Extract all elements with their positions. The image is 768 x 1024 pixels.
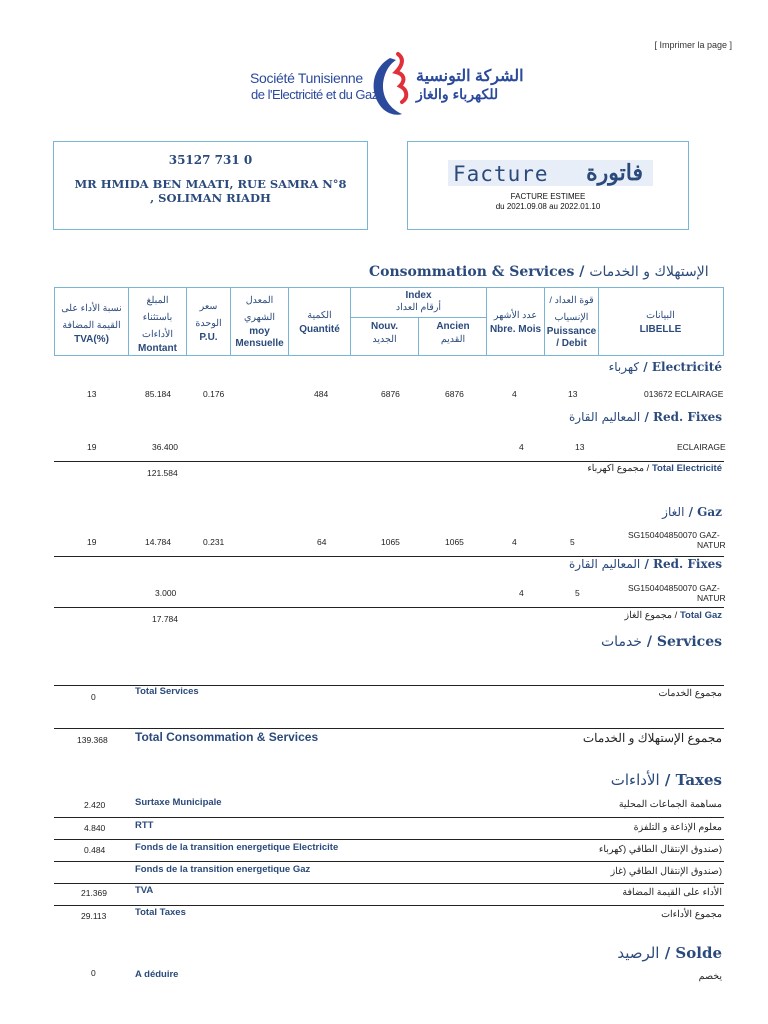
cell-puissance: 13 [575, 442, 585, 452]
th-nouv-ar: الجديد [372, 334, 397, 345]
services-heading: خدمات / Services [601, 634, 722, 650]
print-link[interactable] [654, 40, 732, 50]
solde-heading: الرصيد / Solde [617, 944, 722, 962]
tax-amount: 21.369 [81, 888, 107, 898]
gaz-fixes-heading: المعاليم القارة / Red. Fixes [569, 557, 722, 571]
tax-label-ar: مجموع الأداءات [661, 909, 722, 920]
tax-label-ar: (صندوق الإنتقال الطاقي (غاز [610, 866, 722, 877]
taxes-heading: الأداءات / Taxes [610, 771, 722, 789]
deduire-label: A déduire [135, 969, 179, 980]
cell-ancien: 6876 [445, 389, 464, 399]
facture-subtitle: FACTURE ESTIMEE [510, 192, 586, 201]
logo-text-fr-line1: Société Tunisienne [250, 70, 363, 86]
cell-libelle: ECLAIRAGE [677, 442, 726, 452]
divider [54, 839, 724, 840]
print-link-open: [ [654, 40, 660, 50]
cell-montant: 14.784 [145, 537, 171, 547]
conso-heading-sep: / [574, 264, 590, 280]
cell-quantite: 64 [317, 537, 327, 547]
divider [54, 461, 724, 462]
cell-tva: 13 [87, 389, 97, 399]
divider [54, 817, 724, 818]
th-puissance: قوة العداد / الإنسياب Puissance / Debit [545, 288, 599, 355]
cell-ancien: 1065 [445, 537, 464, 547]
print-link-label[interactable]: Imprimer la page [659, 40, 727, 50]
th-moy: المعدل الشهري moy Mensuelle [231, 288, 289, 355]
services-total-label-ar: مجموع الخدمات [658, 688, 722, 699]
cell-libelle-1: SG150404850070 GAZ- [628, 583, 720, 593]
cell-pu: 0.231 [203, 537, 225, 547]
th-nbre: عدد الأشهر Nbre. Mois [487, 288, 545, 355]
cell-tva: 19 [87, 442, 97, 452]
tax-label: Fonds de la transition energetique Gaz [135, 864, 311, 875]
cell-puissance: 13 [568, 389, 578, 399]
cell-nbre: 4 [519, 588, 524, 598]
cell-nbre: 4 [512, 389, 517, 399]
services-total-amount: 0 [91, 692, 96, 702]
electricite-fixes-heading: المعاليم القارة / Red. Fixes [569, 410, 722, 424]
cell-libelle-1: SG150404850070 GAZ- [628, 530, 720, 540]
electricite-total-label: مجموع اكهرباء / Total Electricité [587, 463, 722, 474]
tax-amount: 29.113 [81, 911, 107, 921]
deduire-label-ar: يخصم [698, 971, 722, 982]
th-nouv-fr: Nouv. [370, 321, 399, 332]
th-tva: نسبة الأداء على القيمة المضافة TVA(%) [55, 288, 129, 355]
divider [54, 883, 724, 884]
total-conso-label-ar: مجموع الإستهلاك و الخدمات [582, 731, 722, 745]
tax-amount: 2.420 [84, 800, 106, 810]
th-quantite: الكمية Quantité [289, 288, 351, 355]
client-id: 35127 731 0 [168, 153, 253, 167]
th-ancien-ar: القديم [440, 334, 466, 345]
tax-amount: 0.484 [84, 845, 106, 855]
services-total-label: Total Services [135, 686, 199, 697]
tax-label-ar: الأداء على القيمة المضافة [622, 887, 722, 898]
client-box [53, 141, 368, 230]
table-header [54, 287, 724, 356]
th-montant: المبلغ باستثناء الأداءات Montant [129, 288, 187, 355]
cell-puissance: 5 [575, 588, 580, 598]
cell-libelle: 013672 ECLAIRAGE [644, 389, 724, 399]
print-link-close: ] [726, 40, 732, 50]
th-libelle: البيانات LIBELLE [639, 310, 682, 335]
divider [54, 861, 724, 862]
conso-heading [369, 264, 709, 280]
cell-nouv: 1065 [381, 537, 400, 547]
cell-pu: 0.176 [203, 389, 225, 399]
logo-text-ar-line2: للكهرباء والغاز [416, 86, 499, 102]
divider [54, 728, 724, 729]
facture-box [407, 141, 689, 230]
conso-heading-fr: Consommation & Services [369, 264, 575, 280]
cell-libelle-2: NATUR [697, 540, 726, 550]
total-conso-label: Total Consommation & Services [135, 730, 319, 744]
cell-montant: 36.400 [152, 442, 178, 452]
cell-libelle-2: NATUR [697, 593, 726, 603]
tax-label-ar: (صندوق الإنتقال الطاقي (كهرباء [598, 844, 722, 855]
tax-label-ar: معلوم الإذاعة و التلفزة [633, 822, 722, 833]
total-conso-amount: 139.368 [77, 735, 108, 745]
th-index: Index أرقام العداد Nouv. الجديد Ancien القديم [351, 288, 487, 355]
cell-nbre: 4 [519, 442, 524, 452]
logo-text-fr-line2: de l'Electricité et du Gaz [251, 87, 378, 102]
gaz-total-amount: 17.784 [152, 614, 178, 624]
logo-text-ar-line1: الشركة التونسية [416, 68, 524, 85]
cell-montant: 3.000 [155, 588, 177, 598]
tax-label: Surtaxe Municipale [135, 797, 222, 808]
divider [54, 905, 724, 906]
th-pu: سعر الوحدة P.U. [187, 288, 231, 355]
deduire-amount: 0 [91, 968, 96, 978]
client-name: MR HMIDA BEN MAATI, RUE SAMRA N°8 , SOLIMAN RIADH [74, 177, 347, 205]
facture-period: du 2021.09.08 au 2022.01.10 [495, 202, 601, 211]
tax-label-ar: مساهمة الجماعات المحلية [618, 799, 722, 810]
cell-nouv: 6876 [381, 389, 400, 399]
cell-puissance: 5 [570, 537, 575, 547]
cell-montant: 85.184 [145, 389, 171, 399]
tax-label: TVA [135, 885, 154, 896]
facture-title-ar: فاتورة [586, 160, 643, 185]
divider [54, 607, 724, 608]
tax-label: Total Taxes [135, 907, 186, 918]
tax-amount: 4.840 [84, 823, 106, 833]
cell-quantite: 484 [314, 389, 329, 399]
tax-label: Fonds de la transition energetique Electricite [135, 842, 339, 853]
th-ancien-fr: Ancien [436, 321, 470, 332]
electricite-heading: كهرباء / Electricité [608, 360, 722, 374]
conso-heading-ar: الإستهلاك و الخدمات [589, 264, 709, 280]
gaz-total-label: مجموع الغاز / Total Gaz [624, 610, 722, 621]
cell-tva: 19 [87, 537, 97, 547]
cell-nbre: 4 [512, 537, 517, 547]
electricite-total-amount: 121.584 [147, 468, 178, 478]
gaz-heading: الغاز / Gaz [662, 505, 722, 519]
tax-label: RTT [135, 820, 154, 831]
facture-title [448, 160, 653, 186]
facture-title-fr: Facture [453, 162, 549, 186]
